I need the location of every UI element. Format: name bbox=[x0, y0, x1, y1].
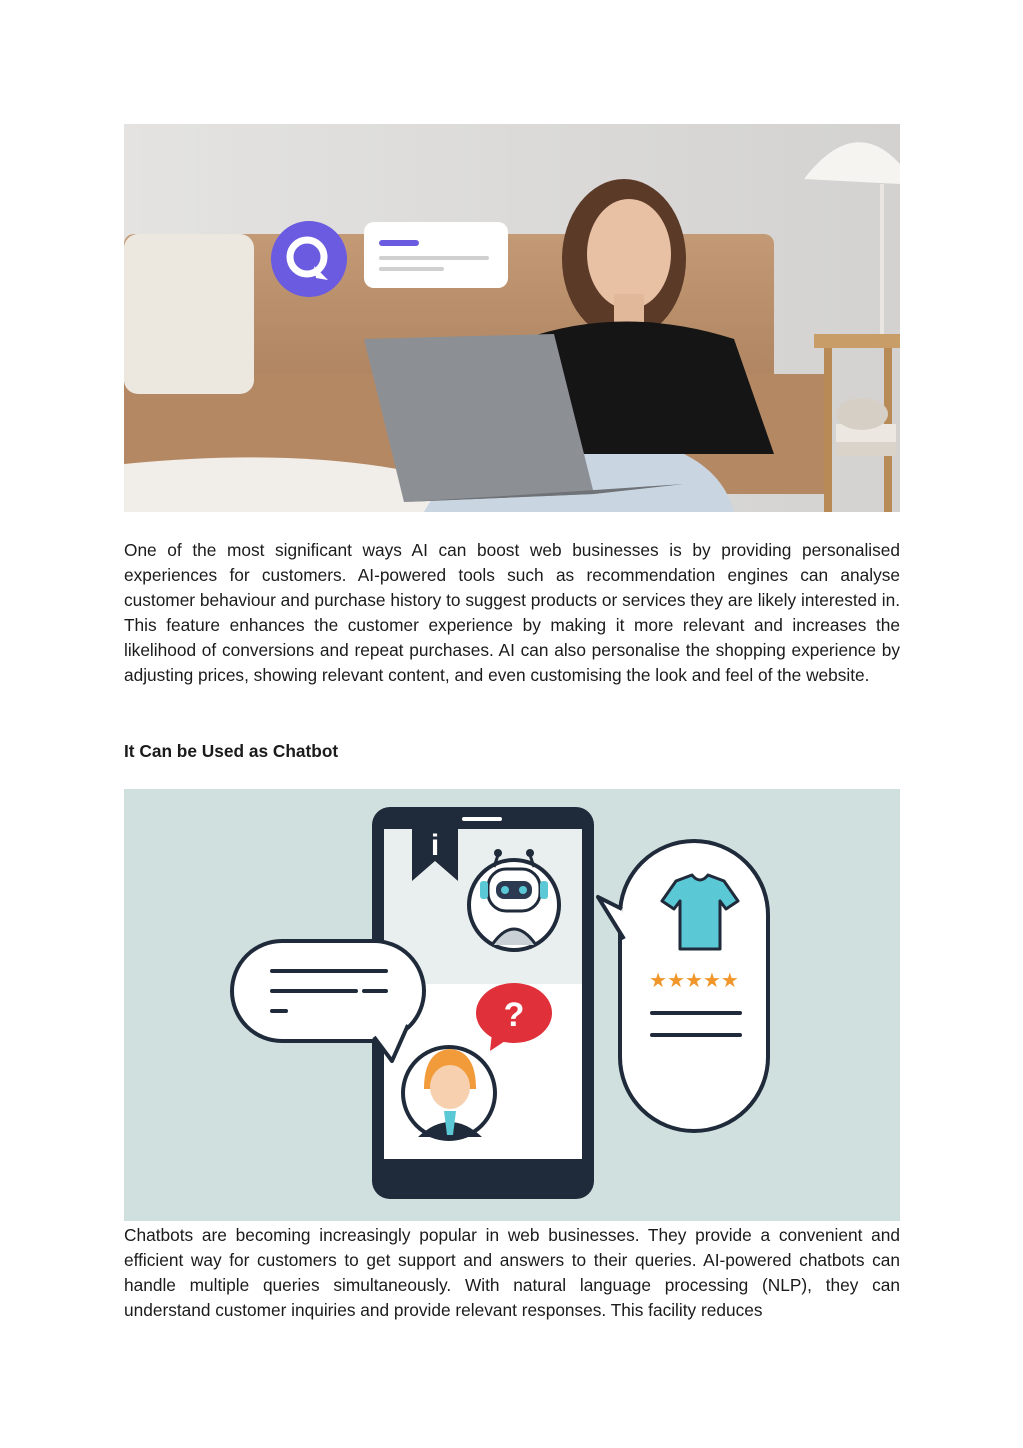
user-avatar-icon bbox=[403, 1047, 495, 1139]
message-bubble-icon bbox=[232, 941, 424, 1061]
hero-photo bbox=[124, 124, 900, 512]
chatbot-paragraph: Chatbots are becoming increasingly popular in web businesses. They provide a convenient and efficient way for customers to get support and answers to their queries. AI-powered chatbots can handle multiple queries simultaneously. With natural language processing (NLP), they can understand customer inquiries and provide relevant responses. This facility reduces bbox=[124, 1225, 900, 1320]
intro-paragraph: One of the most significant ways AI can boost web businesses is by providing personalised experiences for customers. AI-powered tools such as recommendation engines can analyse customer behaviour and purchase history to suggest products or services they are likely interested in. This feature enhances the customer experience by making it more relevant and increases the likelihood of conversions and repeat purchases. AI can also personalise the shopping experience by adjusting prices, showing relevant content, and even customising the look and feel of the website. bbox=[124, 540, 900, 685]
section-heading: It Can be Used as Chatbot bbox=[124, 741, 339, 761]
svg-text:i: i bbox=[430, 829, 440, 862]
svg-text:?: ? bbox=[503, 996, 525, 1034]
star-rating-icon: ★★★★★ bbox=[649, 968, 739, 992]
chatbot-illustration bbox=[124, 789, 900, 1221]
